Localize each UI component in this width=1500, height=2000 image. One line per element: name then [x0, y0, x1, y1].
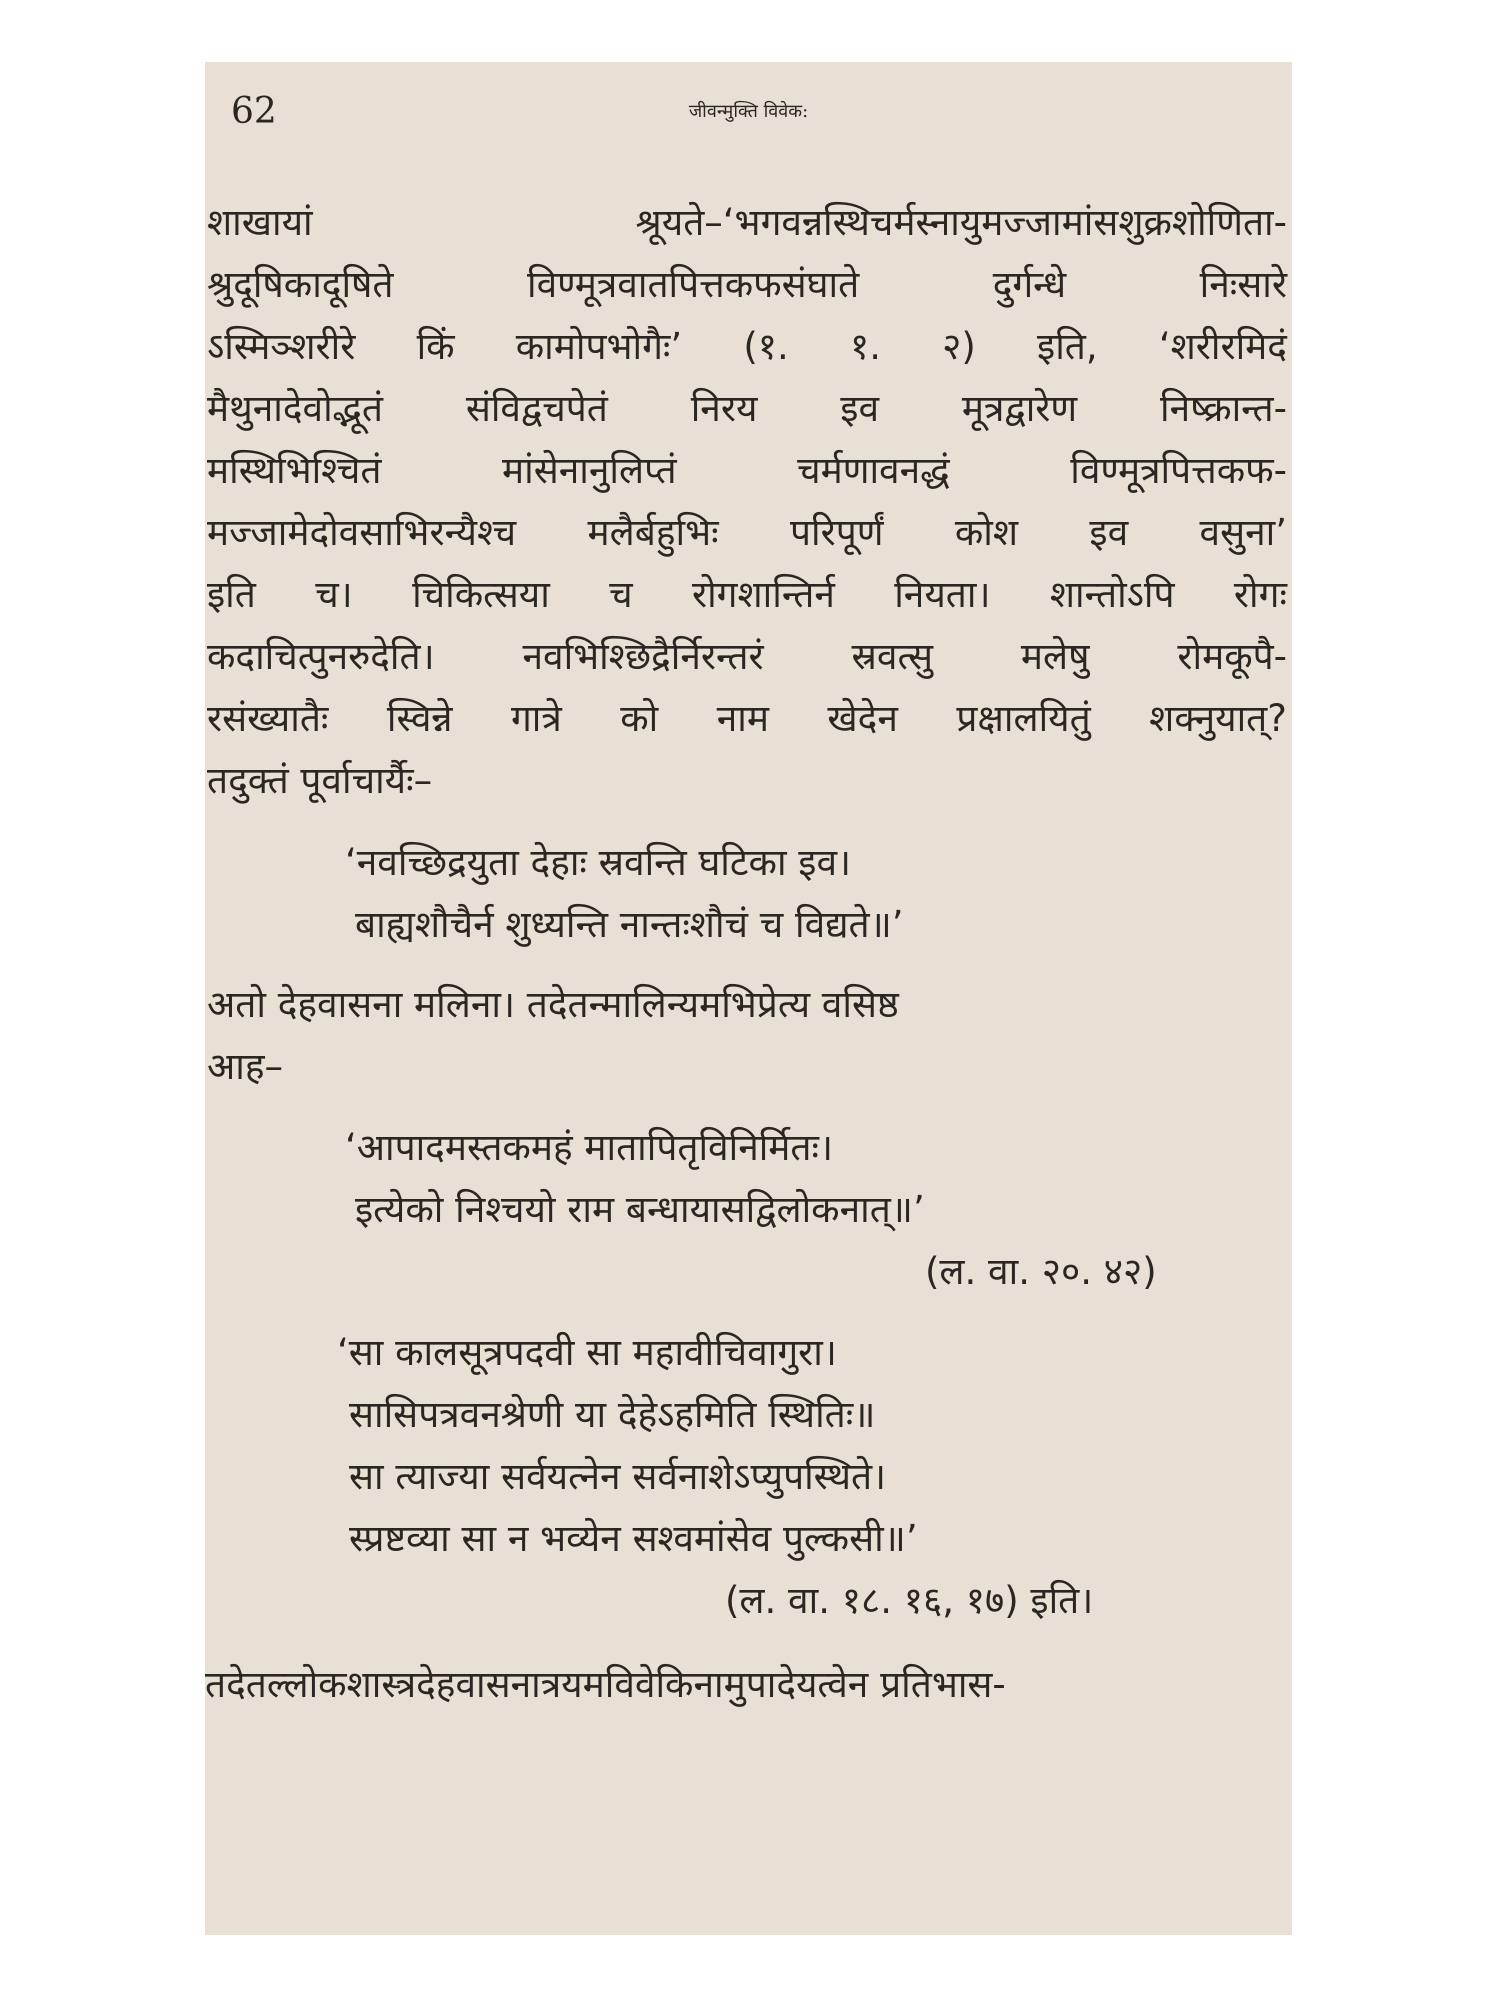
text-line: शाखायां श्रूयते–‘भगवन्नस्थिचर्मस्नायुमज्जामांसशुक्रशोणिता-	[207, 201, 1287, 244]
verse-line: ‘आपादमस्तकमहं मातापितृविनिर्मितः।	[345, 1126, 834, 1169]
verse-line: इत्येको निश्चयो राम बन्धायासद्विलोकनात्॥’	[355, 1188, 925, 1231]
verse-line: ‘सा कालसूत्रपदवी सा महावीचिवागुरा।	[337, 1331, 837, 1374]
text-line: अतो देहवासना मलिना। तदेतन्मालिन्यमभिप्रेत्य वसिष्ठ	[207, 983, 899, 1026]
verse-line: सासिपत्रवनश्रेणी या देहेऽहमिति स्थितिः॥	[349, 1393, 876, 1436]
page-number: 62	[231, 91, 277, 132]
citation: (ल. वा. १८. १६, १७) इति।	[725, 1579, 1094, 1622]
running-title: जीवन्मुक्ति विवेक:	[688, 101, 809, 122]
citation: (ल. वा. २०. ४२)	[925, 1250, 1157, 1293]
book-page	[205, 62, 1292, 1935]
text-line: मैथुनादेवोद्भूतं संविद्वचपेतं निरय इव मूत्रद्वारेण निष्क्रान्त-	[207, 387, 1287, 430]
text-line: मस्थिभिश्चितं मांसेनानुलिप्तं चर्मणावनद्धं विण्मूत्रपित्तकफ-	[207, 449, 1287, 492]
text-line: रसंख्यातैः स्विन्ने गात्रे को नाम खेदेन प्रक्षालयितुं शक्नुयात्?	[207, 697, 1287, 740]
text-line: कदाचित्पुनरुदेति। नवभिश्छिद्रैर्निरन्तरं स्रवत्सु मलेषु रोमकूपै-	[207, 635, 1287, 678]
text-line: ऽस्मिञ्शरीरे किं कामोपभोगैः’ (१. १. २) इति, ‘शरीरमिदं	[207, 325, 1287, 368]
text-line: आह–	[207, 1045, 283, 1088]
verse-line: सा त्याज्या सर्वयत्नेन सर्वनाशेऽप्युपस्थिते।	[349, 1455, 887, 1498]
text-line: इति च। चिकित्सया च रोगशान्तिर्न नियता। शान्तोऽपि रोगः	[207, 573, 1287, 616]
text-line: तदुक्तं पूर्वाचार्यैः–	[207, 759, 433, 802]
text-line: मज्जामेदोवसाभिरन्यैश्च मलैर्बहुभिः परिपूर्णं कोश इव वसुना’	[207, 511, 1287, 554]
text-line: श्रुदूषिकादूषिते विण्मूत्रवातपित्तकफसंघाते दुर्गन्धे निःसारे	[207, 263, 1287, 306]
verse-line: ‘नवच्छिद्रयुता देहाः स्रवन्ति घटिका इव।	[345, 841, 852, 884]
verse-line: बाह्यशौचैर्न शुध्यन्ति नान्तःशौचं च विद्यते॥’	[355, 903, 904, 946]
text-line: तदेतल्लोकशास्त्रदेहवासनात्रयमविवेकिनामुपादेयत्वेन प्रतिभास-	[205, 1663, 1006, 1706]
verse-line: स्प्रष्टव्या सा न भव्येन सश्वमांसेव पुल्कसी॥’	[349, 1517, 918, 1560]
